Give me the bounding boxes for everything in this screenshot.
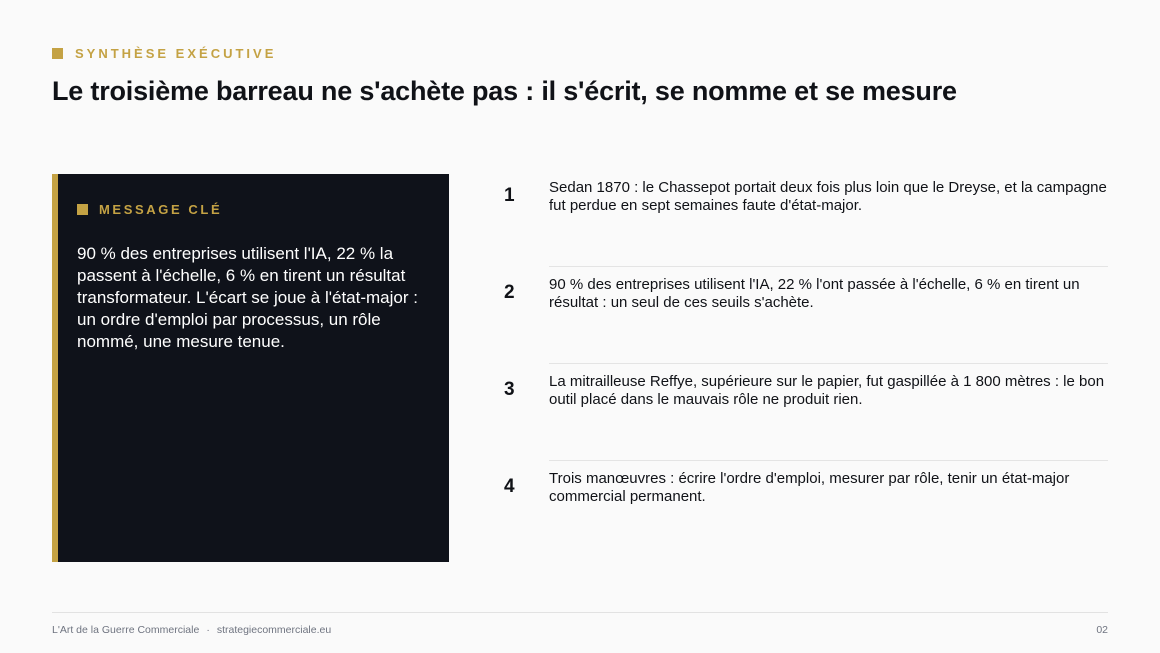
footer	[52, 624, 1108, 636]
point-text: La mitrailleuse Reffye, supérieure sur le papier, fut gaspillée à 1 800 mètres : le bon outil placé dans le mauvais rôle ne produit rien.	[549, 373, 1105, 408]
accent-square-icon	[52, 48, 63, 59]
list-item	[500, 170, 1108, 267]
footer-brand: L'Art de la Guerre Commerciale	[52, 624, 200, 636]
footer-credits	[52, 624, 331, 636]
point-number: 3	[504, 379, 515, 400]
key-message-label: MESSAGE CLÉ	[99, 202, 223, 217]
point-text: Sedan 1870 : le Chassepot portait deux fois plus loin que le Dreyse, et la campagne fut perdue en sept semaines faute d'état-major.	[549, 179, 1107, 214]
key-message-body: 90 % des entreprises utilisent l'IA, 22 % la passent à l'échelle, 6 % en tirent un résultat transformateur. L'écart se joue à l'état-major : un ordre d'emploi par processus, un rôle nommé, une mesure tenue.	[77, 244, 418, 351]
point-number: 4	[504, 476, 515, 497]
accent-square-icon	[77, 204, 88, 215]
eyebrow-label: SYNTHÈSE EXÉCUTIVE	[75, 46, 277, 61]
page-number: 02	[1096, 624, 1108, 636]
point-number: 2	[504, 282, 515, 303]
list-item	[500, 364, 1108, 461]
point-text: 90 % des entreprises utilisent l'IA, 22 % l'ont passée à l'échelle, 6 % en tirent un résultat : un seul de ces seuils s'achète.	[549, 276, 1080, 311]
section-eyebrow	[52, 46, 276, 61]
list-item	[500, 267, 1108, 364]
key-message-card	[52, 174, 449, 562]
point-text: Trois manœuvres : écrire l'ordre d'emploi, mesurer par rôle, tenir un état-major commercial permanent.	[549, 470, 1070, 505]
footer-divider	[52, 612, 1108, 613]
page-title: Le troisième barreau ne s'achète pas : il s'écrit, se nomme et se mesure	[52, 76, 957, 106]
point-number: 1	[504, 185, 515, 206]
numbered-points-list	[500, 170, 1108, 558]
footer-separator: ·	[206, 624, 210, 636]
footer-site-link[interactable]: strategiecommerciale.eu	[216, 624, 332, 636]
list-item	[500, 461, 1108, 558]
key-message-header	[77, 202, 222, 217]
